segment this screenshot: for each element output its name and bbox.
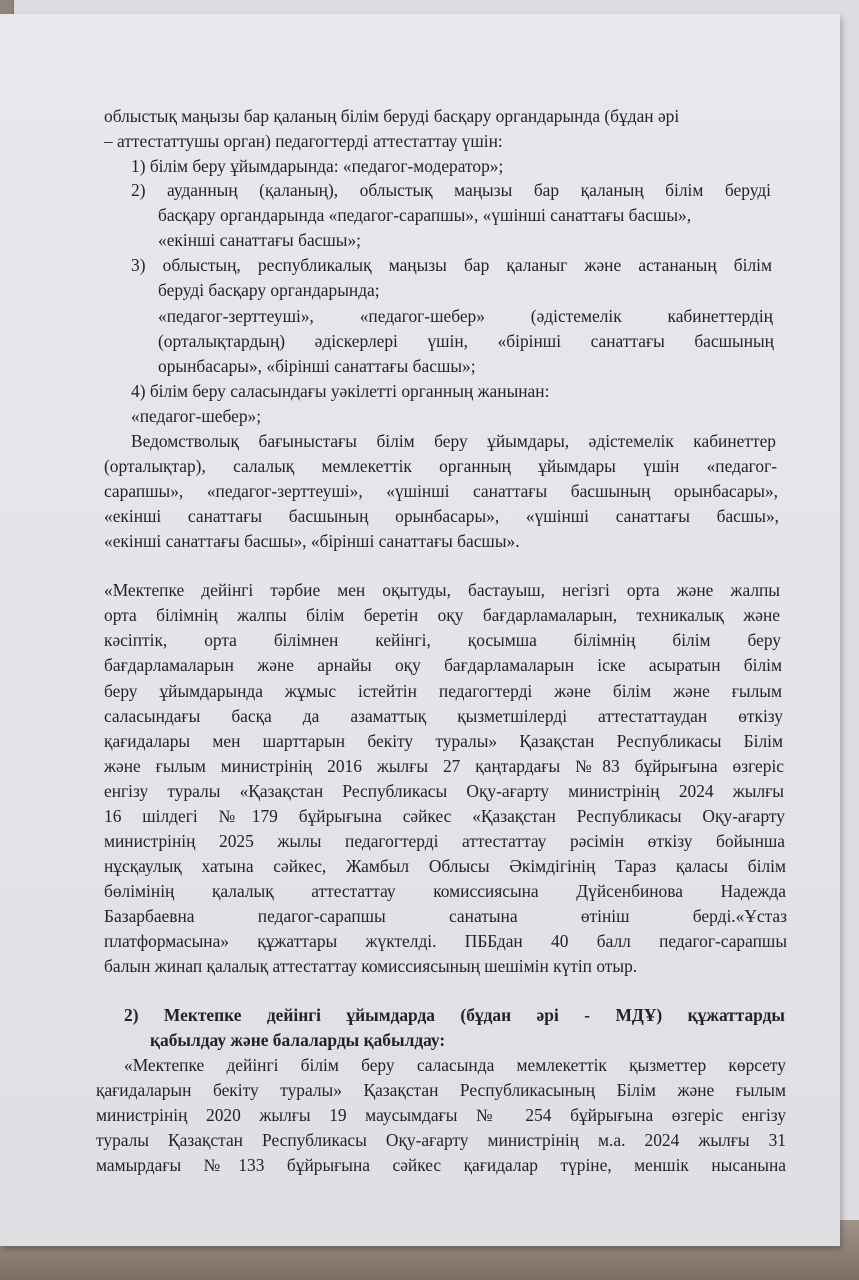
section-heading: қабылдау және балаларды қабылдау: [150,1030,446,1050]
section-heading: 2) Мектепке дейінгі ұйымдарда (бұдан әрі - МДҰ) құжаттарды [124,1005,785,1025]
text-line: «Мектепке дейінгі тәрбие мен оқытуды, бастауыш, негізгі орта және жалпы [104,580,780,600]
text-line: платформасына» құжаттары жүктелді. ПББдан 40 балл педагог-сарапшы [104,931,787,951]
text-line: және ғылым министрінің 2016 жылғы 27 қаңтардағы №83 бұйрығына өзгеріс [104,756,784,776]
text-line: нұсқаулық хатына сәйкес, Жамбыл Облысы Әкімдігінің Тараз қаласы білім [104,856,786,876]
list-item-2: 2) ауданның (қаланың), облыстық маңызы бар қаланың білім беруді [131,180,771,200]
text-line: мамырдағы №133 бұйрығына сәйкес қағидалар түріне, меншік нысанына [96,1155,786,1175]
text-line: қағидалары мен шарттарын бекіту туралы» Қазақстан Республикасы Білім [104,731,783,751]
document-page [0,14,840,1246]
text-line: «екінші санаттағы басшы», «бірінші санаттағы басшы». [104,531,520,551]
text-line: «педагог-шебер»; [131,406,262,426]
text-line: балын жинап қалалық аттестаттау комиссиясының шешімін күтіп отыр. [104,956,638,976]
text-line: орынбасары», «бірінші санаттағы басшы»; [158,356,476,376]
text-line: Базарбаевна педагог-сарапшы санатына өтініш берді.«Ұстаз [104,906,787,926]
text-line: енгізу туралы «Қазақстан Республикасы Оқу-ағарту министрінің 2024 жылғы [104,781,784,801]
text-line: «Мектепке дейінгі білім беру саласында мемлекеттік қызметтер көрсету [124,1055,786,1075]
text-line: министрінің 2020 жылғы 19 маусымдағы № 254 бұйрығына өзгеріс енгізу [96,1105,786,1125]
text-line: саласындағы басқа да азаматтық қызметшілерді аттестаттаудан өткізу [104,706,783,726]
text-line: «екінші санаттағы басшының орынбасары», «үшінші санаттағы басшы», [104,506,779,526]
text-line: Ведомстволық бағыныстағы білім беру ұйымдары, әдістемелік кабинеттер [131,431,776,451]
text-line: бағдарламаларын және арнайы оқу бағдарламаларын іске асыратын білім [104,655,782,675]
text-line: министрінің 2025 жылы педагогтерді аттестаттау рәсімін өткізу бойынша [104,831,785,851]
text-line: сарапшы», «педагог-зерттеуші», «үшінші санаттағы басшының орынбасары», [104,481,778,501]
text-line: орта білімнің жалпы білім беретін оқу бағдарламаларын, техникалық және [104,605,780,625]
text-line: беруді басқару органдарында; [158,280,380,300]
text-line: «екінші санаттағы басшы»; [158,230,361,250]
text-line: беру ұйымдарында жұмыс істейтін педагогтерді және білім және ғылым [104,681,782,701]
text-line: қағидаларын бекіту туралы» Қазақстан Республикасының Білім және ғылым [96,1080,786,1100]
text-line: (орталықтардың) әдіскерлері үшін, «бірінші санаттағы басшының [158,331,774,351]
list-item-4: 4) білім беру саласындағы уәкілетті органның жанынан: [131,381,550,401]
text-line: облыстық маңызы бар қаланың білім беруді басқару органдарында (бұдан әрі [104,106,680,126]
text-line: (орталықтар), салалық мемлекеттік органның ұйымдары үшін «педагог- [104,456,777,476]
text-line: туралы Қазақстан Республикасы Оқу-ағарту министрінің м.а. 2024 жылғы 31 [96,1130,786,1150]
text-line: басқару органдарында «педагог-сарапшы», «үшінші санаттағы басшы», [158,205,692,225]
text-line: бөлімінің қалалық аттестаттау комиссиясына Дүйсенбинова Надежда [104,881,786,901]
text-line: кәсіптік, орта білімнен кейінгі, қосымша білімнің білім беру [104,630,781,650]
list-item-1: 1) білім беру ұйымдарында: «педагог-модератор»; [131,156,504,176]
text-line: 16 шілдегі №179 бұйрығына сәйкес «Қазақстан Республикасы Оқу-ағарту [104,806,785,826]
list-item-3: 3) облыстың, республикалық маңызы бар қаланыг және астананың білім [131,255,772,275]
text-line: – аттестаттушы орган) педагогтерді аттестаттау үшін: [104,131,503,151]
text-line: «педагог-зерттеуші», «педагог-шебер» (әдістемелік кабинеттердің [158,306,773,326]
